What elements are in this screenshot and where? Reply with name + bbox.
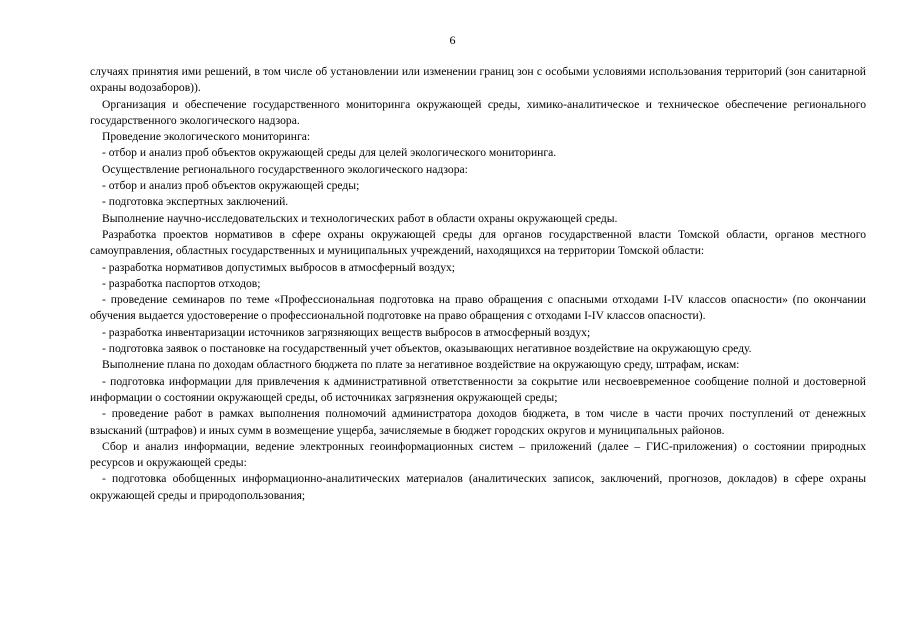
document-body [90, 64, 866, 504]
page-number: 6 [449, 33, 456, 47]
paragraph: - подготовка заявок о постановке на государственный учет объектов, оказывающих негативное воздействие на окружающую среду. [102, 342, 752, 356]
paragraph: Осуществление регионального государственного экологического надзора: [102, 162, 468, 176]
paragraph: - подготовка экспертных заключений. [102, 195, 289, 209]
paragraph: - проведение работ в рамках выполнения полномочий администратора доходов бюджета, в том числе в части прочих поступлений от денежных взысканий (штрафов) и иных сумм в возмещение ущерба, зачисляемые в бюджет городских округов и муниципальных районов. [90, 407, 866, 437]
paragraph: - проведение семинаров по теме «Профессиональная подготовка на право обращения с опасными отходами I-IV классов опасности» (по окончании обучения выдается удостоверение о профессиональной подготовке на право обращения с отходами I-IV классов опасности). [90, 293, 866, 323]
paragraph: - подготовка обобщенных информационно-аналитических материалов (аналитических записок, заключений, прогнозов, докладов) в сфере охраны окружающей среды и природопользования; [90, 472, 866, 502]
paragraph: случаях принятия ими решений, в том числе об установлении или изменении границ зон с особыми условиями использования территорий (зон санитарной охраны водозаборов)). [90, 65, 866, 95]
paragraph: Проведение экологического мониторинга: [102, 130, 311, 144]
paragraph: - отбор и анализ проб объектов окружающей среды; [102, 179, 360, 193]
paragraph: - отбор и анализ проб объектов окружающей среды для целей экологического мониторинга. [102, 146, 557, 160]
paragraph: Разработка проектов нормативов в сфере охраны окружающей среды для органов государственной власти Томской области, органов местного самоуправления, областных государственных и муниципальных учреждений, находящихся на территории Томской области: [90, 227, 866, 258]
paragraph: Сбор и анализ информации, ведение электронных геоинформационных систем – приложений (далее – ГИС-приложения) о состоянии природных ресурсов и окружающей среды: [90, 439, 866, 470]
paragraph: - разработка инвентаризации источников загрязняющих веществ выбросов в атмосферный воздух; [102, 325, 591, 339]
paragraph: Организация и обеспечение государственного мониторинга окружающей среды, химико-аналитическое и техническое обеспечение регионального государственного экологического надзора. [90, 97, 866, 127]
paragraph: - разработка паспортов отходов; [102, 276, 261, 290]
paragraph: - подготовка информации для привлечения к административной ответственности за сокрытие или несвоевременное сообщение полной и достоверной информации о состоянии окружающей среды, об источниках загрязнения окружающей среды; [90, 374, 866, 404]
paragraph: Выполнение научно-исследовательских и технологических работ в области охраны окружающей среды. [102, 211, 618, 225]
paragraph: - разработка нормативов допустимых выбросов в атмосферный воздух; [102, 260, 456, 274]
paragraph: Выполнение плана по доходам областного бюджета по плате за негативное воздействие на окружающую среду, штрафам, искам: [102, 358, 740, 372]
